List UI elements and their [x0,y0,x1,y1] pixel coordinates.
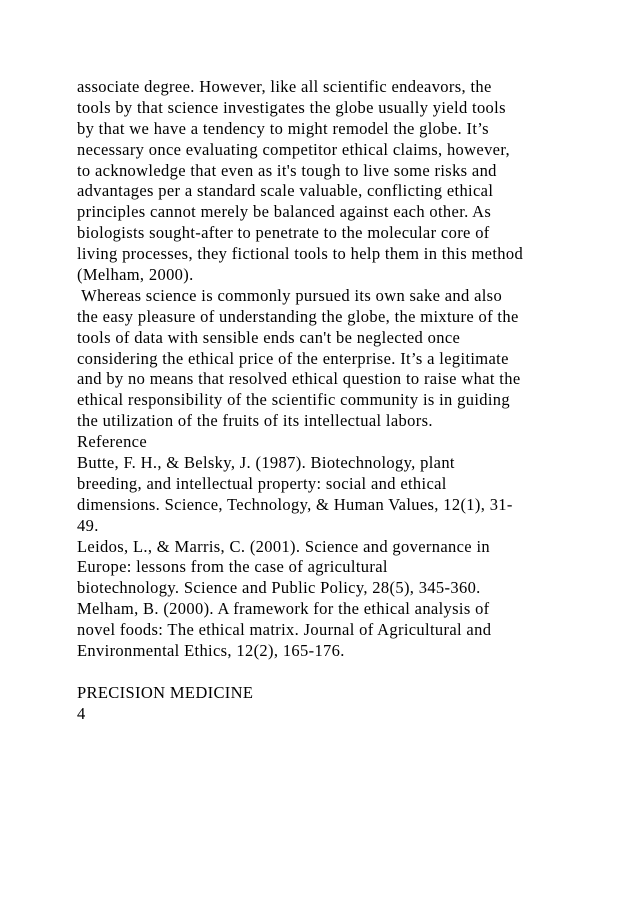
text-line: the utilization of the fruits of its intellectual labors. [77,411,433,431]
running-header: PRECISION MEDICINE [77,682,254,702]
text-line: biologists sought-after to penetrate to the molecular core of [77,223,490,243]
reference-heading: Reference [77,432,148,452]
text-line: considering the ethical price of the enterprise. It’s a legitimate [77,348,509,368]
text-line: Whereas science is commonly pursued its own sake and also [77,285,503,305]
text-line: associate degree. However, like all scientific endeavors, the [77,77,492,96]
text-line: tools of data with sensible ends can't be neglected once [77,327,461,347]
text-line: (Melham, 2000). [77,265,194,285]
reference-line: breeding, and intellectual property: social and ethical [77,473,447,493]
text-line: tools by that science investigates the globe usually yield tools [77,97,506,117]
document-body [77,77,597,725]
reference-line: Environmental Ethics, 12(2), 165-176. [77,641,345,661]
reference-line: Butte, F. H., & Belsky, J. (1987). Biotechnology, plant [77,453,455,473]
text-line: principles cannot merely be balanced against each other. As [77,202,492,222]
text-line: by that we have a tendency to might remodel the globe. It’s [77,118,489,138]
text-line: the easy pleasure of understanding the globe, the mixture of the [77,306,519,326]
body-paragraph-2 [77,286,597,432]
text-line: and by no means that resolved ethical question to raise what the [77,369,521,389]
reference-line: Leidos, L., & Marris, C. (2001). Science and governance in [77,536,490,556]
body-paragraph-1 [77,77,597,286]
reference-line: novel foods: The ethical matrix. Journal of Agricultural and [77,620,492,640]
text-line: living processes, they fictional tools to help them in this method [77,244,524,264]
reference-list [77,453,597,662]
text-line: to acknowledge that even as it's tough to live some risks and [77,160,497,180]
reference-line: dimensions. Science, Technology, & Human Values, 12(1), 31- [77,494,513,514]
reference-line: 49. [77,515,99,535]
reference-line: biotechnology. Science and Public Policy, 28(5), 345-360. [77,578,481,598]
reference-line: Melham, B. (2000). A framework for the ethical analysis of [77,599,490,619]
page-number: 4 [77,703,86,723]
text-line: advantages per a standard scale valuable, conflicting ethical [77,181,494,201]
reference-line: Europe: lessons from the case of agricultural [77,557,388,577]
text-line: necessary once evaluating competitor ethical claims, however, [77,139,511,159]
blank-line [77,662,597,683]
text-line: ethical responsibility of the scientific community is in guiding [77,390,510,410]
